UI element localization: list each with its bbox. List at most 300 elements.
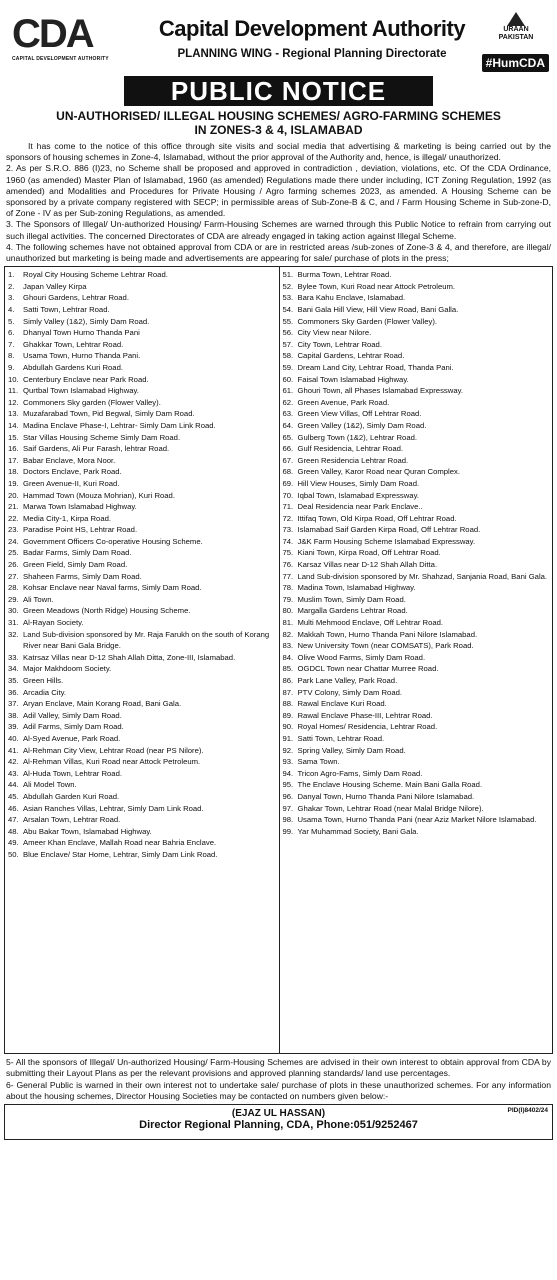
scheme-number: 70. <box>282 490 294 500</box>
scheme-list-item <box>8 339 276 351</box>
scheme-number: 31. <box>8 618 19 628</box>
scheme-number: 24. <box>8 536 19 546</box>
scheme-list-item <box>283 779 550 791</box>
scheme-name: Ittifaq Town, Old Kirpa Road, Off Lehtrar Road. <box>297 513 457 523</box>
scheme-name: Capital Gardens, Lehtrar Road. <box>297 351 405 361</box>
scheme-number: 22. <box>8 513 19 523</box>
scheme-number: 84. <box>282 652 294 662</box>
scheme-name: Green Avenue, Park Road. <box>297 397 390 407</box>
paragraph-4: 4. The following schemes have not obtained approval from CDA or are in restricted areas /sub-zones of Zone-3 & 4, and therefore, are illegal/ unauthorized but marketing is being made and advertisements are appearing for sale/ purchase of plots in the press; <box>6 241 551 264</box>
scheme-list-item <box>283 281 550 293</box>
scheme-number: 7. <box>8 339 15 349</box>
scheme-name: Royal City Housing Scheme Lehtrar Road. <box>23 270 168 280</box>
scheme-list-item <box>283 582 550 594</box>
scheme-list-item <box>283 559 550 571</box>
scheme-number: 38. <box>8 710 19 720</box>
scheme-list-item <box>8 594 276 606</box>
scheme-list-item <box>8 432 276 444</box>
uraan-pakistan-logo <box>489 12 543 42</box>
scheme-number: 1. <box>8 270 15 280</box>
scheme-number: 57. <box>282 339 294 349</box>
scheme-list-item <box>283 397 550 409</box>
scheme-number: 12. <box>8 397 19 407</box>
scheme-number: 42. <box>8 757 19 767</box>
pid-number: PID(I)8402/24 <box>507 1107 548 1115</box>
header <box>4 4 553 76</box>
scheme-list-item <box>8 571 276 583</box>
scheme-list-item <box>8 779 276 791</box>
notice-subtitle <box>4 109 553 137</box>
scheme-name: Satti Town, Lehtrar Road. <box>297 733 385 743</box>
scheme-list-item <box>283 571 550 583</box>
scheme-name: Al-Huda Town, Lehtrar Road. <box>23 768 122 778</box>
scheme-number: 54. <box>282 305 294 315</box>
scheme-name: Asian Ranches Villas, Lehtrar, Simly Dam Link Road. <box>23 803 204 813</box>
scheme-list-item <box>283 710 550 722</box>
paragraph-5: 5- All the sponsors of Illegal/ Un-authorized Housing/ Farm-Housing Schemes are advised in their own interest to obtain approval from CDA by submitting their Layout Plans as per the relevant provisions and approved planning standards/ land use percentages. <box>6 1057 551 1079</box>
scheme-name: Arsalan Town, Lehtrar Road. <box>23 815 121 825</box>
scheme-name: Doctors Enclave, Park Road. <box>23 467 122 477</box>
scheme-name: Spring Valley, Simly Dam Road. <box>297 745 406 755</box>
scheme-list-item <box>8 513 276 525</box>
paragraph-2: 2. As per S.R.O. 886 (I)23, no Scheme shall be proposed and approved in contradiction , deviation, violations, etc. Of the CDA Ordinance, 1960 (as amended) Master Plan of Islamabad, 1960 (as amended) Regulations made there under including, ICT Zoning Regulation, 1992 (as amended) and Modalities and Procedures for Private Housing / Agro farming schemes 2023, as amended. A Housing Scheme can be sponsored by a private company registered with SECP; in permissible areas of Sub-Zone-B & C, and / Farm Housing Scheme in Sub-zone-D, of Zone - IV as per Sub-zoning Regulations, as amended. <box>6 163 551 219</box>
scheme-list-item <box>283 524 550 536</box>
scheme-number: 66. <box>282 444 294 454</box>
scheme-number: 21. <box>8 502 19 512</box>
scheme-name: Islamabad Saif Garden Kirpa Road, Off Lehtrar Road. <box>297 525 481 535</box>
scheme-number: 46. <box>8 803 19 813</box>
scheme-number: 71. <box>282 502 294 512</box>
scheme-name: Multi Mehmood Enclave, Off Lehtrar Road. <box>297 618 444 628</box>
logo-letters: CDA <box>12 12 93 56</box>
scheme-name: Abu Bakar Town, Islamabad Highway. <box>23 826 152 836</box>
scheme-list-item <box>8 536 276 548</box>
scheme-number: 67. <box>282 455 294 465</box>
scheme-list-item <box>283 269 550 281</box>
scheme-list-item <box>8 455 276 467</box>
scheme-number: 8. <box>8 351 15 361</box>
scheme-name: Ali Town. <box>23 594 54 604</box>
scheme-number: 48. <box>8 826 19 836</box>
scheme-number: 91. <box>282 733 294 743</box>
scheme-list-item <box>8 304 276 316</box>
scheme-number: 5. <box>8 316 15 326</box>
scheme-name: Margalla Gardens Lehtrar Road. <box>297 606 408 616</box>
signatory-designation: Director Regional Planning, CDA, Phone:051/9252467 <box>139 1119 418 1132</box>
scheme-number: 44. <box>8 780 19 790</box>
scheme-name: Makkah Town, Hurno Thanda Pani Nilore Islamabad. <box>297 629 478 639</box>
scheme-list-item <box>283 466 550 478</box>
scheme-number: 77. <box>282 571 294 581</box>
scheme-name: Commoners Sky garden (Flower Valley). <box>23 397 161 407</box>
scheme-number: 37. <box>8 699 19 709</box>
scheme-name: Rawal Enclave Phase-III, Lehtrar Road. <box>297 710 433 720</box>
scheme-number: 25. <box>8 548 19 558</box>
scheme-name: Muslim Town, Simly Dam Road. <box>297 594 406 604</box>
scheme-list-item <box>8 466 276 478</box>
scheme-list-item <box>283 698 550 710</box>
scheme-number: 23. <box>8 525 19 535</box>
scheme-name: Star Villas Housing Scheme Simly Dam Road. <box>23 432 181 442</box>
scheme-list-item <box>8 745 276 757</box>
scheme-number: 6. <box>8 328 15 338</box>
scheme-list-item <box>283 292 550 304</box>
scheme-name: Madina Town, Islamabad Highway. <box>297 583 416 593</box>
scheme-number: 53. <box>282 293 294 303</box>
scheme-list-item <box>283 362 550 374</box>
scheme-list-item <box>8 350 276 362</box>
scheme-list-item <box>8 710 276 722</box>
scheme-list-item <box>8 698 276 710</box>
scheme-list-item <box>8 501 276 513</box>
scheme-name: Tricon Agro-Fams, Simly Dam Road. <box>297 768 423 778</box>
scheme-number: 80. <box>282 606 294 616</box>
scheme-name: Olive Wood Farms, Simly Dam Road. <box>297 652 426 662</box>
scheme-name: Karsaz Villas near D-12 Shah Allah Ditta. <box>297 560 438 570</box>
paragraph-3: 3. The Sponsors of Illegal/ Un-authorized Housing/ Farm-Housing Schemes are warned through this Public Notice to refrain from carrying out such illegal activities. The concerned Directorates of CDA are already engaged in taking action against Illegal Scheme. <box>6 219 551 241</box>
scheme-name: Green Avenue-II, Kuri Road. <box>23 478 120 488</box>
scheme-list-item <box>8 582 276 594</box>
schemes-column-left <box>5 267 279 1053</box>
scheme-list-item <box>283 652 550 664</box>
scheme-list-item <box>8 385 276 397</box>
scheme-name: Ameer Khan Enclave, Mallah Road near Bahria Enclave. <box>23 838 217 848</box>
scheme-list-item <box>8 663 276 675</box>
scheme-list-item <box>283 687 550 699</box>
scheme-list-item <box>283 536 550 548</box>
scheme-list-item <box>283 826 550 838</box>
scheme-list-item <box>8 629 276 652</box>
scheme-list-item <box>283 640 550 652</box>
scheme-list-item <box>8 281 276 293</box>
scheme-number: 83. <box>282 641 294 651</box>
scheme-list-item <box>8 420 276 432</box>
scheme-name: PTV Colony, Simly Dam Road. <box>297 687 403 697</box>
scheme-number: 26. <box>8 560 19 570</box>
scheme-list-item <box>8 443 276 455</box>
scheme-list-item <box>283 791 550 803</box>
scheme-number: 69. <box>282 478 294 488</box>
scheme-list-item <box>283 675 550 687</box>
scheme-list-item <box>283 350 550 362</box>
scheme-name: Danyal Town, Hurno Thanda Pani Nilore Islamabad. <box>297 791 475 801</box>
scheme-name: Bara Kahu Enclave, Islamabad. <box>297 293 406 303</box>
scheme-number: 39. <box>8 722 19 732</box>
scheme-list-item <box>283 455 550 467</box>
scheme-list-item <box>8 837 276 849</box>
scheme-number: 75. <box>282 548 294 558</box>
scheme-number: 79. <box>282 594 294 604</box>
scheme-list-item <box>8 605 276 617</box>
scheme-name: Bani Gala Hill View, Hill View Road, Bani Galla. <box>297 305 459 315</box>
scheme-list-item <box>8 768 276 780</box>
scheme-number: 52. <box>282 281 294 291</box>
scheme-name: Ghakar Town, Lehtrar Road (near Malal Bridge Nilore). <box>297 803 484 813</box>
scheme-name: Dream Land City, Lehtrar Road, Thanda Pani. <box>297 362 454 372</box>
scheme-name: Royal Homes/ Residencia, Lehtrar Road. <box>297 722 438 732</box>
scheme-list-item <box>283 721 550 733</box>
scheme-number: 2. <box>8 281 15 291</box>
scheme-name: Aryan Enclave, Main Korang Road, Bani Gala. <box>23 699 182 709</box>
scheme-list-item <box>8 362 276 374</box>
subtitle-line2: IN ZONES-3 & 4, ISLAMABAD <box>194 123 363 137</box>
wing-title: PLANNING WING - Regional Planning Directorate <box>177 48 447 60</box>
scheme-list-item <box>283 733 550 745</box>
scheme-name: Green Valley (1&2), Simly Dam Road. <box>297 420 427 430</box>
scheme-number: 62. <box>282 397 294 407</box>
scheme-name: Ghouri Gardens, Lehtrar Road. <box>23 293 129 303</box>
schemes-column-right <box>279 267 553 1053</box>
scheme-name: Saif Gardens, Ali Pur Farash, lehtrar Road. <box>23 444 170 454</box>
scheme-name: Deal Residencia near Park Enclave.. <box>297 502 423 512</box>
scheme-name: Al-Syed Avenue, Park Road. <box>23 733 121 743</box>
scheme-number: 28. <box>8 583 19 593</box>
scheme-name: Katrsaz Villas near D-12 Shah Allah Ditta, Zone-III, Islamabad. <box>23 652 236 662</box>
scheme-name: Land Sub-division sponsored by Mr. Shahzad, Sanjania Road, Bani Gala. <box>297 571 548 581</box>
scheme-name: Centerbury Enclave near Park Road. <box>23 374 149 384</box>
scheme-name: Abdullah Garden Kuri Road. <box>23 791 120 801</box>
scheme-list-item <box>283 432 550 444</box>
scheme-name: Badar Farms, Simly Dam Road. <box>23 548 132 558</box>
scheme-name: Madina Enclave Phase-I, Lehtrar- Simly Dam Link Road. <box>23 420 216 430</box>
subtitle-line1: UN-AUTHORISED/ ILLEGAL HOUSING SCHEMES/ AGRO-FARMING SCHEMES <box>56 109 501 123</box>
scheme-number: 63. <box>282 409 294 419</box>
scheme-name: Paradise Point HS, Lehtrar Road. <box>23 525 138 535</box>
scheme-name: Park Lane Valley, Park Road. <box>297 676 398 686</box>
scheme-list-item <box>283 443 550 455</box>
scheme-number: 89. <box>282 710 294 720</box>
scheme-number: 41. <box>8 745 19 755</box>
scheme-list-item <box>283 316 550 328</box>
scheme-name: City View near Nilore. <box>297 328 372 338</box>
scheme-number: 93. <box>282 757 294 767</box>
scheme-list-item <box>8 374 276 386</box>
scheme-list-item <box>283 478 550 490</box>
scheme-list-item <box>283 629 550 641</box>
scheme-list-item <box>283 501 550 513</box>
scheme-list-item <box>8 559 276 571</box>
scheme-name: Faisal Town Islamabad Highway. <box>297 374 409 384</box>
scheme-number: 78. <box>282 583 294 593</box>
scheme-name: Al-Rehman Villas, Kuri Road near Attock Petroleum. <box>23 757 201 767</box>
scheme-list-item <box>283 327 550 339</box>
scheme-number: 17. <box>8 455 19 465</box>
scheme-list-item <box>8 408 276 420</box>
scheme-list-item <box>283 339 550 351</box>
uraan-line2: PAKISTAN <box>498 34 534 41</box>
scheme-name: Government Officers Co-operative Housing Scheme. <box>23 536 203 546</box>
scheme-list-item <box>8 803 276 815</box>
scheme-number: 61. <box>282 386 294 396</box>
scheme-list-item <box>8 327 276 339</box>
scheme-name: Ali Model Town. <box>23 780 77 790</box>
scheme-number: 29. <box>8 594 19 604</box>
scheme-number: 95. <box>282 780 294 790</box>
scheme-name: Adil Valley, Simly Dam Road. <box>23 710 122 720</box>
schemes-table <box>4 266 553 1054</box>
scheme-name: Gulberg Town (1&2), Lehtrar Road. <box>297 432 418 442</box>
scheme-name: Al-Rehman City View, Lehtrar Road (near PS Nilore). <box>23 745 204 755</box>
scheme-name: Muzafarabad Town, Pid Begwal, Simly Dam Road. <box>23 409 195 419</box>
scheme-number: 3. <box>8 293 15 303</box>
scheme-name: Marwa Town Islamabad Highway. <box>23 502 137 512</box>
scheme-number: 94. <box>282 768 294 778</box>
scheme-number: 36. <box>8 687 19 697</box>
scheme-name: Hill View Houses, Simly Dam Road. <box>297 478 420 488</box>
scheme-name: Green Hills. <box>23 676 64 686</box>
scheme-name: J&K Farm Housing Scheme Islamabad Expressway. <box>297 536 476 546</box>
scheme-list-item <box>8 490 276 502</box>
scheme-list-item <box>283 513 550 525</box>
scheme-name: Major Makhdoom Society. <box>23 664 112 674</box>
scheme-list-item <box>8 721 276 733</box>
scheme-name: Burma Town, Lehtrar Road. <box>297 270 392 280</box>
scheme-list-item <box>8 269 276 281</box>
scheme-name: Green Residencia Lehtrar Road. <box>297 455 409 465</box>
logo-subtitle: CAPITAL DEVELOPMENT AUTHORITY <box>12 56 109 62</box>
uraan-line1: URAAN <box>503 26 529 33</box>
scheme-number: 59. <box>282 362 294 372</box>
scheme-name: Satti Town, Lehtrar Road. <box>23 305 110 315</box>
scheme-list-item <box>283 663 550 675</box>
scheme-name: Dhanyal Town Hurno Thanda Pani <box>23 328 140 338</box>
scheme-list-item <box>8 652 276 664</box>
scheme-name: Usama Town, Hurno Thanda Pani. <box>23 351 141 361</box>
scheme-number: 40. <box>8 733 19 743</box>
scheme-number: 82. <box>282 629 294 639</box>
scheme-name: Land Sub-division sponsored by Mr. Raja Farukh on the south of Korang River near Bani Gala Bridge. <box>23 629 270 651</box>
scheme-name: Japan Valley Kirpa <box>23 281 87 291</box>
scheme-number: 33. <box>8 652 19 662</box>
org-title: Capital Development Authority <box>158 16 466 41</box>
scheme-number: 86. <box>282 676 294 686</box>
scheme-number: 49. <box>8 838 19 848</box>
scheme-number: 19. <box>8 478 19 488</box>
scheme-number: 76. <box>282 560 294 570</box>
scheme-list-item <box>283 594 550 606</box>
scheme-number: 88. <box>282 699 294 709</box>
scheme-list-item <box>8 316 276 328</box>
scheme-number: 10. <box>8 374 19 384</box>
scheme-name: Usama Town, Hurno Thanda Pani (near Aziz Market Nilore Islamabad. <box>297 815 537 825</box>
scheme-name: Blue Enclave/ Star Home, Lehtrar, Simly Dam Link Road. <box>23 849 218 859</box>
paragraph-6: 6- General Public is warned in their own interest not to undertake sale/ purchase of plots in these unauthorized schemes. For any information about the housing schemes, Director Housing Societies may be contacted on numbers given below:- <box>6 1079 551 1101</box>
scheme-list-item <box>8 292 276 304</box>
scheme-name: OGDCL Town near Chattar Murree Road. <box>297 664 439 674</box>
scheme-name: New University Town (near COMSATS), Park Road. <box>297 641 474 651</box>
scheme-number: 55. <box>282 316 294 326</box>
scheme-number: 27. <box>8 571 19 581</box>
scheme-list-item <box>8 687 276 699</box>
scheme-name: Qurtbal Town Islamabad Highway. <box>23 386 139 396</box>
scheme-name: Kiani Town, Kirpa Road, Off Lehtrar Road. <box>297 548 441 558</box>
scheme-name: Simly Valley (1&2), Simly Dam Road. <box>23 316 150 326</box>
scheme-number: 11. <box>8 386 19 396</box>
scheme-list-item <box>283 374 550 386</box>
scheme-list-item <box>283 814 550 826</box>
scheme-list-item <box>283 803 550 815</box>
signature-block <box>4 1104 553 1140</box>
scheme-number: 72. <box>282 513 294 523</box>
scheme-list-item <box>8 733 276 745</box>
hashtag-badge: #HumCDA <box>482 54 549 72</box>
scheme-list-item <box>8 826 276 838</box>
scheme-name: Green Meadows (North Ridge) Housing Scheme. <box>23 606 191 616</box>
scheme-name: The Enclave Housing Scheme. Main Bani Galla Road. <box>297 780 483 790</box>
scheme-number: 50. <box>8 849 19 859</box>
scheme-number: 13. <box>8 409 19 419</box>
scheme-list-item <box>283 745 550 757</box>
scheme-list-item <box>8 617 276 629</box>
scheme-number: 99. <box>282 826 294 836</box>
scheme-list-item <box>283 385 550 397</box>
scheme-number: 56. <box>282 328 294 338</box>
scheme-number: 98. <box>282 815 294 825</box>
notice-intro <box>4 141 553 264</box>
scheme-list-item <box>283 605 550 617</box>
notice-footer <box>4 1057 553 1102</box>
scheme-name: Babar Enclave, Mora Noor. <box>23 455 116 465</box>
scheme-name: Arcadia City. <box>23 687 67 697</box>
scheme-number: 35. <box>8 676 19 686</box>
scheme-list-item <box>283 420 550 432</box>
scheme-list-item <box>8 791 276 803</box>
scheme-number: 4. <box>8 305 15 315</box>
scheme-number: 74. <box>282 536 294 546</box>
notice-banner: PUBLIC NOTICE <box>124 76 433 106</box>
scheme-number: 18. <box>8 467 19 477</box>
scheme-number: 14. <box>8 420 19 430</box>
scheme-name: Green Valley, Karor Road near Quran Complex. <box>297 467 461 477</box>
scheme-list-item <box>8 547 276 559</box>
signatory-name: (EJAZ UL HASSAN) <box>231 1108 326 1120</box>
scheme-list-item <box>283 768 550 780</box>
scheme-name: Commoners Sky Garden (Flower Valley). <box>297 316 438 326</box>
scheme-list-item <box>283 408 550 420</box>
scheme-list-item <box>8 756 276 768</box>
scheme-name: Green View Villas, Off Lehtrar Road. <box>297 409 422 419</box>
scheme-list-item <box>283 756 550 768</box>
scheme-list-item <box>283 547 550 559</box>
scheme-name: Iqbal Town, Islamabad Expressway. <box>297 490 419 500</box>
scheme-name: Shaheen Farms, Simly Dam Road. <box>23 571 142 581</box>
scheme-list-item <box>8 524 276 536</box>
paragraph-1: It has come to the notice of this office through site visits and social media that advertising & marketing is being carried out by the sponsors of housing schemes in Zone-4, Islamabad, without the prior approval of the Authority and, hence, is illegal/ unauthorized. <box>6 141 551 163</box>
scheme-number: 68. <box>282 467 294 477</box>
scheme-number: 97. <box>282 803 294 813</box>
scheme-name: Yar Muhammad Society, Bani Gala. <box>297 826 419 836</box>
scheme-number: 60. <box>282 374 294 384</box>
scheme-name: Gulf Residencia, Lehtrar Road. <box>297 444 404 454</box>
scheme-number: 58. <box>282 351 294 361</box>
scheme-number: 65. <box>282 432 294 442</box>
scheme-number: 30. <box>8 606 19 616</box>
scheme-number: 9. <box>8 362 15 372</box>
scheme-list-item <box>8 397 276 409</box>
scheme-number: 16. <box>8 444 19 454</box>
scheme-name: Sama Town. <box>297 757 340 767</box>
scheme-number: 90. <box>282 722 294 732</box>
scheme-list-item <box>8 849 276 861</box>
scheme-number: 32. <box>8 629 19 639</box>
scheme-list-item <box>283 304 550 316</box>
uraan-arrow-icon <box>507 12 525 26</box>
scheme-list-item <box>8 478 276 490</box>
scheme-number: 81. <box>282 618 294 628</box>
scheme-name: Kohsar Enclave near Naval farms, Simly Dam Road. <box>23 583 202 593</box>
scheme-number: 34. <box>8 664 19 674</box>
scheme-number: 73. <box>282 525 294 535</box>
